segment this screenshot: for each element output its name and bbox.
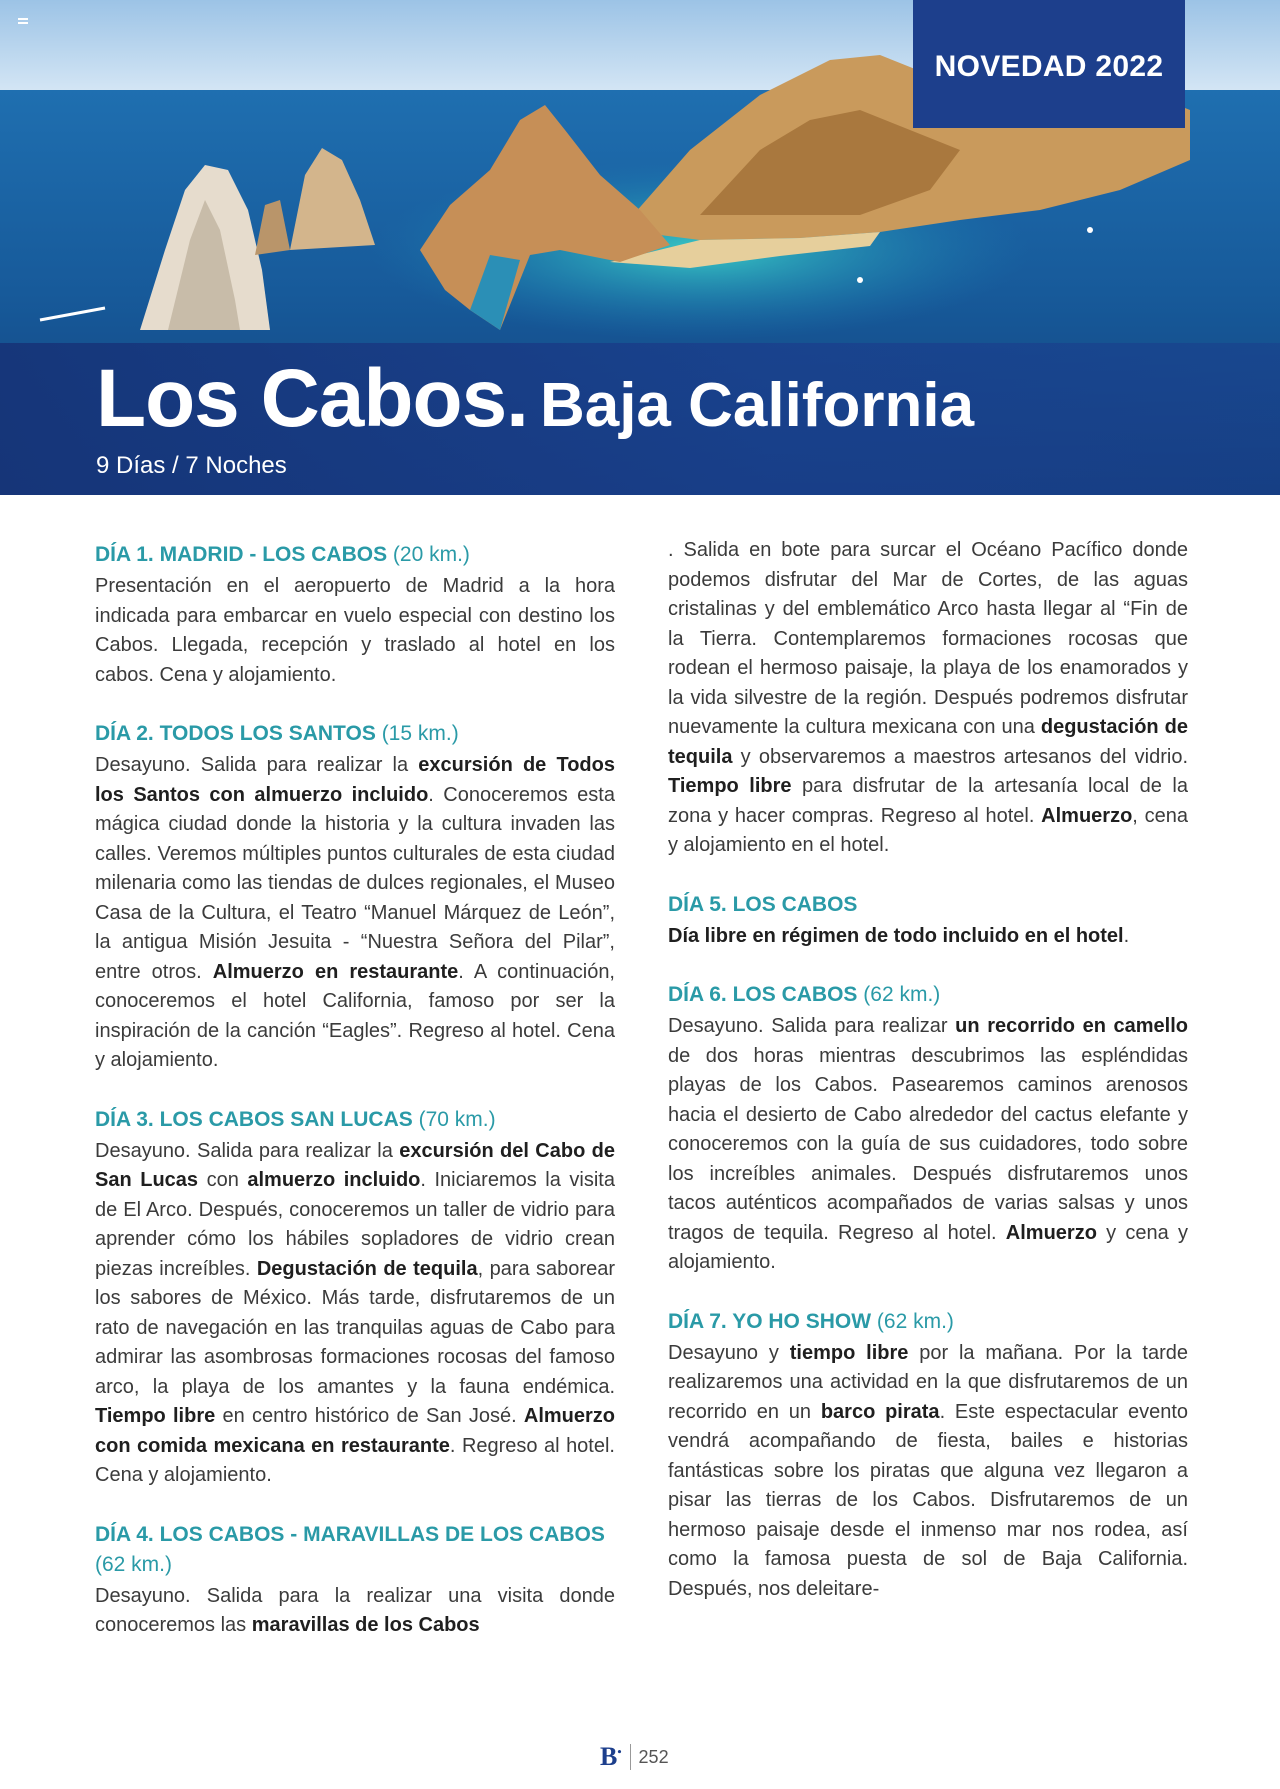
day-3-text (95, 1137, 615, 1491)
highlight: Tiempo libre (668, 775, 792, 797)
hero-photo (0, 0, 1280, 495)
day-km: (62 km.) (876, 1309, 954, 1333)
text: Desayuno y (668, 1341, 790, 1364)
text: Presentación en el aeropuerto de Madrid a la hora indicada para embarcar en vuelo especial con destino los Cabos. Llegada, recepción y traslado al hotel en los cabos. Cena y alojamiento. (95, 575, 615, 686)
text: . Conoceremos esta mágica ciudad donde la historia y la cultura invaden las calles. Veremos múltiples puntos culturales de esta ciudad milenaria como las tiendas de dulces regionales, el Museo Casa de la Cultura, el Teatro “Manuel Márquez de León”, la antigua Misión Jesuita - “Nuestra Señora del Pilar”, entre otros. (95, 783, 615, 983)
day-4-continued (668, 536, 1188, 861)
text: Desayuno. Salida para realizar la (95, 1139, 400, 1162)
day-7 (668, 1307, 1188, 1605)
highlight: Almuerzo en restaurante (212, 960, 459, 983)
text: . Iniciaremos la visita de El Arco. Después, conoceremos un taller de vidrio para aprender cómo los hábiles sopladores de vidrio crean piezas increíbles. (95, 1169, 615, 1280)
title-main: Los Cabos. (96, 353, 528, 444)
page-number: 252 (638, 1746, 669, 1767)
highlight: Almuerzo con comida mexicana en restaurante (95, 1405, 615, 1457)
day-2-text (95, 751, 615, 1076)
page-footer (600, 1742, 669, 1772)
day-place: LOS CABOS SAN LUCAS (159, 1107, 413, 1131)
day-6-heading (668, 980, 1188, 1010)
highlight: excursión del Cabo de San Lucas (95, 1139, 616, 1191)
text: por la mañana. Por la tarde realizaremos una actividad en la que disfrutaremos de un recorrido en un (668, 1341, 1189, 1423)
text: . Este espectacular evento vendrá acompañando de fiesta, bailes e historias fantásticas sobre los piratas que alguna vez llegaron a pisar las tierras de los Cabos. Disfrutaremos de un hermoso paisaje desde el inmenso mar nos rodea, así como la famosa puesta de sol de Baja California. Después, nos deleitare- (668, 1400, 1188, 1600)
text: para disfrutar de la artesanía local de la zona y hacer compras. Regreso al hotel. (668, 775, 1188, 827)
text: . Salida en bote para surcar el Océano Pacífico donde podemos disfrutar del Mar de Cortes, de las aguas cristalinas y del emblemático Arco hasta llegar al “Fin de la Tierra. Contemplaremos formaciones rocosas que rodean el hermoso paisaje, la playa de los enamorados y la vida silvestre de la región. Después podremos disfrutar nuevamente la cultura mexicana con una (668, 539, 1188, 738)
highlight: Almuerzo (1005, 1221, 1097, 1244)
day-place: YO HO SHOW (732, 1309, 872, 1333)
brand-logo (600, 1742, 622, 1772)
day-label: DÍA 5. (668, 892, 727, 916)
day-place: LOS CABOS - MARAVILLAS DE LOS CABOS (159, 1522, 605, 1546)
text: . (1123, 924, 1130, 947)
day-1-heading (95, 540, 615, 570)
day-3-heading (95, 1105, 615, 1135)
day-2 (95, 719, 615, 1076)
day-4-heading (95, 1520, 615, 1580)
day-7-text (668, 1339, 1188, 1605)
text: . A continuación, conoceremos el hotel California, famoso por ser la inspiración de la canción “Eagles”. Regreso al hotel. Cena y alojamiento. (95, 960, 615, 1071)
day-place: TODOS LOS SANTOS (159, 722, 376, 745)
day-5 (668, 890, 1188, 952)
day-3 (95, 1105, 615, 1491)
text: . Regreso al hotel. Cena y alojamiento. (95, 1434, 615, 1486)
itinerary-column-left (95, 540, 615, 1670)
day-6 (668, 980, 1188, 1278)
day-km: (15 km.) (381, 722, 459, 745)
day-1-text (95, 572, 615, 690)
text: y cena y alojamiento. (668, 1221, 1188, 1273)
logo-letter: B (600, 1742, 618, 1771)
text: Desayuno. Salida para realizar (668, 1015, 956, 1037)
day-7-heading (668, 1307, 1188, 1337)
highlight: almuerzo incluido (247, 1169, 421, 1191)
day-label: DÍA 4. (95, 1522, 154, 1546)
day-label: DÍA 3. (95, 1107, 154, 1131)
day-km: (62 km.) (863, 983, 941, 1006)
day-4-text-start (95, 1582, 615, 1641)
day-place: LOS CABOS (732, 983, 858, 1006)
menu-icon[interactable] (18, 18, 28, 24)
highlight: excursión de Todos los Santos con almuerzo incluido (95, 754, 615, 806)
highlight: maravillas de los Cabos (251, 1614, 480, 1636)
page-title (96, 352, 974, 446)
day-km: (70 km.) (418, 1107, 496, 1131)
day-5-text (668, 922, 1188, 952)
badge-text: NOVEDAD 2022 (934, 50, 1164, 83)
novedad-badge (913, 0, 1185, 128)
day-5-heading (668, 890, 1188, 920)
text: de dos horas mientras descubrimos las espléndidas playas de los Cabos. Pasearemos caminos arenosos hacia el desierto de Cabo alrededor del cactus elefante y conoceremos con la guía de sus cuidadores, todo sobre los increíbles animales. Después disfrutaremos unos tacos auténticos acompañados de varias salsas y unos tragos de tequila. Regreso al hotel. (668, 1044, 1188, 1244)
day-1 (95, 540, 615, 690)
logo-mark: • (617, 1744, 622, 1759)
day-km: (62 km.) (95, 1552, 173, 1576)
highlight: tiempo libre (789, 1341, 909, 1364)
trip-duration: 9 Días / 7 Noches (96, 452, 287, 479)
highlight: degustación de tequila (668, 716, 1188, 768)
day-place: MADRID - LOS CABOS (159, 543, 388, 566)
text: en centro histórico de San José. (215, 1405, 524, 1427)
text: , cena y alojamiento en el hotel. (668, 804, 1188, 856)
day-4 (95, 1520, 615, 1641)
text: Desayuno. Salida para realizar la (95, 754, 419, 776)
day-2-heading (95, 719, 615, 749)
highlight: un recorrido en camello (955, 1015, 1188, 1037)
text: y observaremos a maestros artesanos del vidrio. (732, 745, 1188, 768)
text: Desayuno. Salida para la realizar una visita donde conoceremos las (95, 1584, 615, 1636)
day-6-text (668, 1012, 1188, 1278)
highlight: Almuerzo (1041, 804, 1133, 827)
day-label: DÍA 1. (95, 543, 154, 566)
text: con (198, 1169, 248, 1191)
title-sub: Baja California (539, 371, 975, 440)
itinerary-column-right (668, 536, 1188, 1633)
text: , para saborear los sabores de México. Más tarde, disfrutaremos de un rato de navegación en las tranquilas aguas de Cabo para admirar las asombrosas formaciones rocosas del famoso arco, la playa de los amantes y la fauna endémica. (95, 1257, 615, 1398)
highlight: Día libre en régimen de todo incluido en el hotel (668, 924, 1124, 947)
highlight: barco pirata (820, 1400, 940, 1423)
highlight: Tiempo libre (95, 1405, 216, 1427)
highlight: Degustación de tequila (256, 1257, 478, 1280)
day-km: (20 km.) (392, 543, 470, 566)
day-label: DÍA 6. (668, 983, 727, 1006)
day-label: DÍA 2. (95, 722, 154, 745)
day-label: DÍA 7. (668, 1309, 727, 1333)
day-place: LOS CABOS (732, 892, 858, 916)
footer-divider (630, 1744, 631, 1770)
day-4-text-rest (668, 536, 1188, 861)
